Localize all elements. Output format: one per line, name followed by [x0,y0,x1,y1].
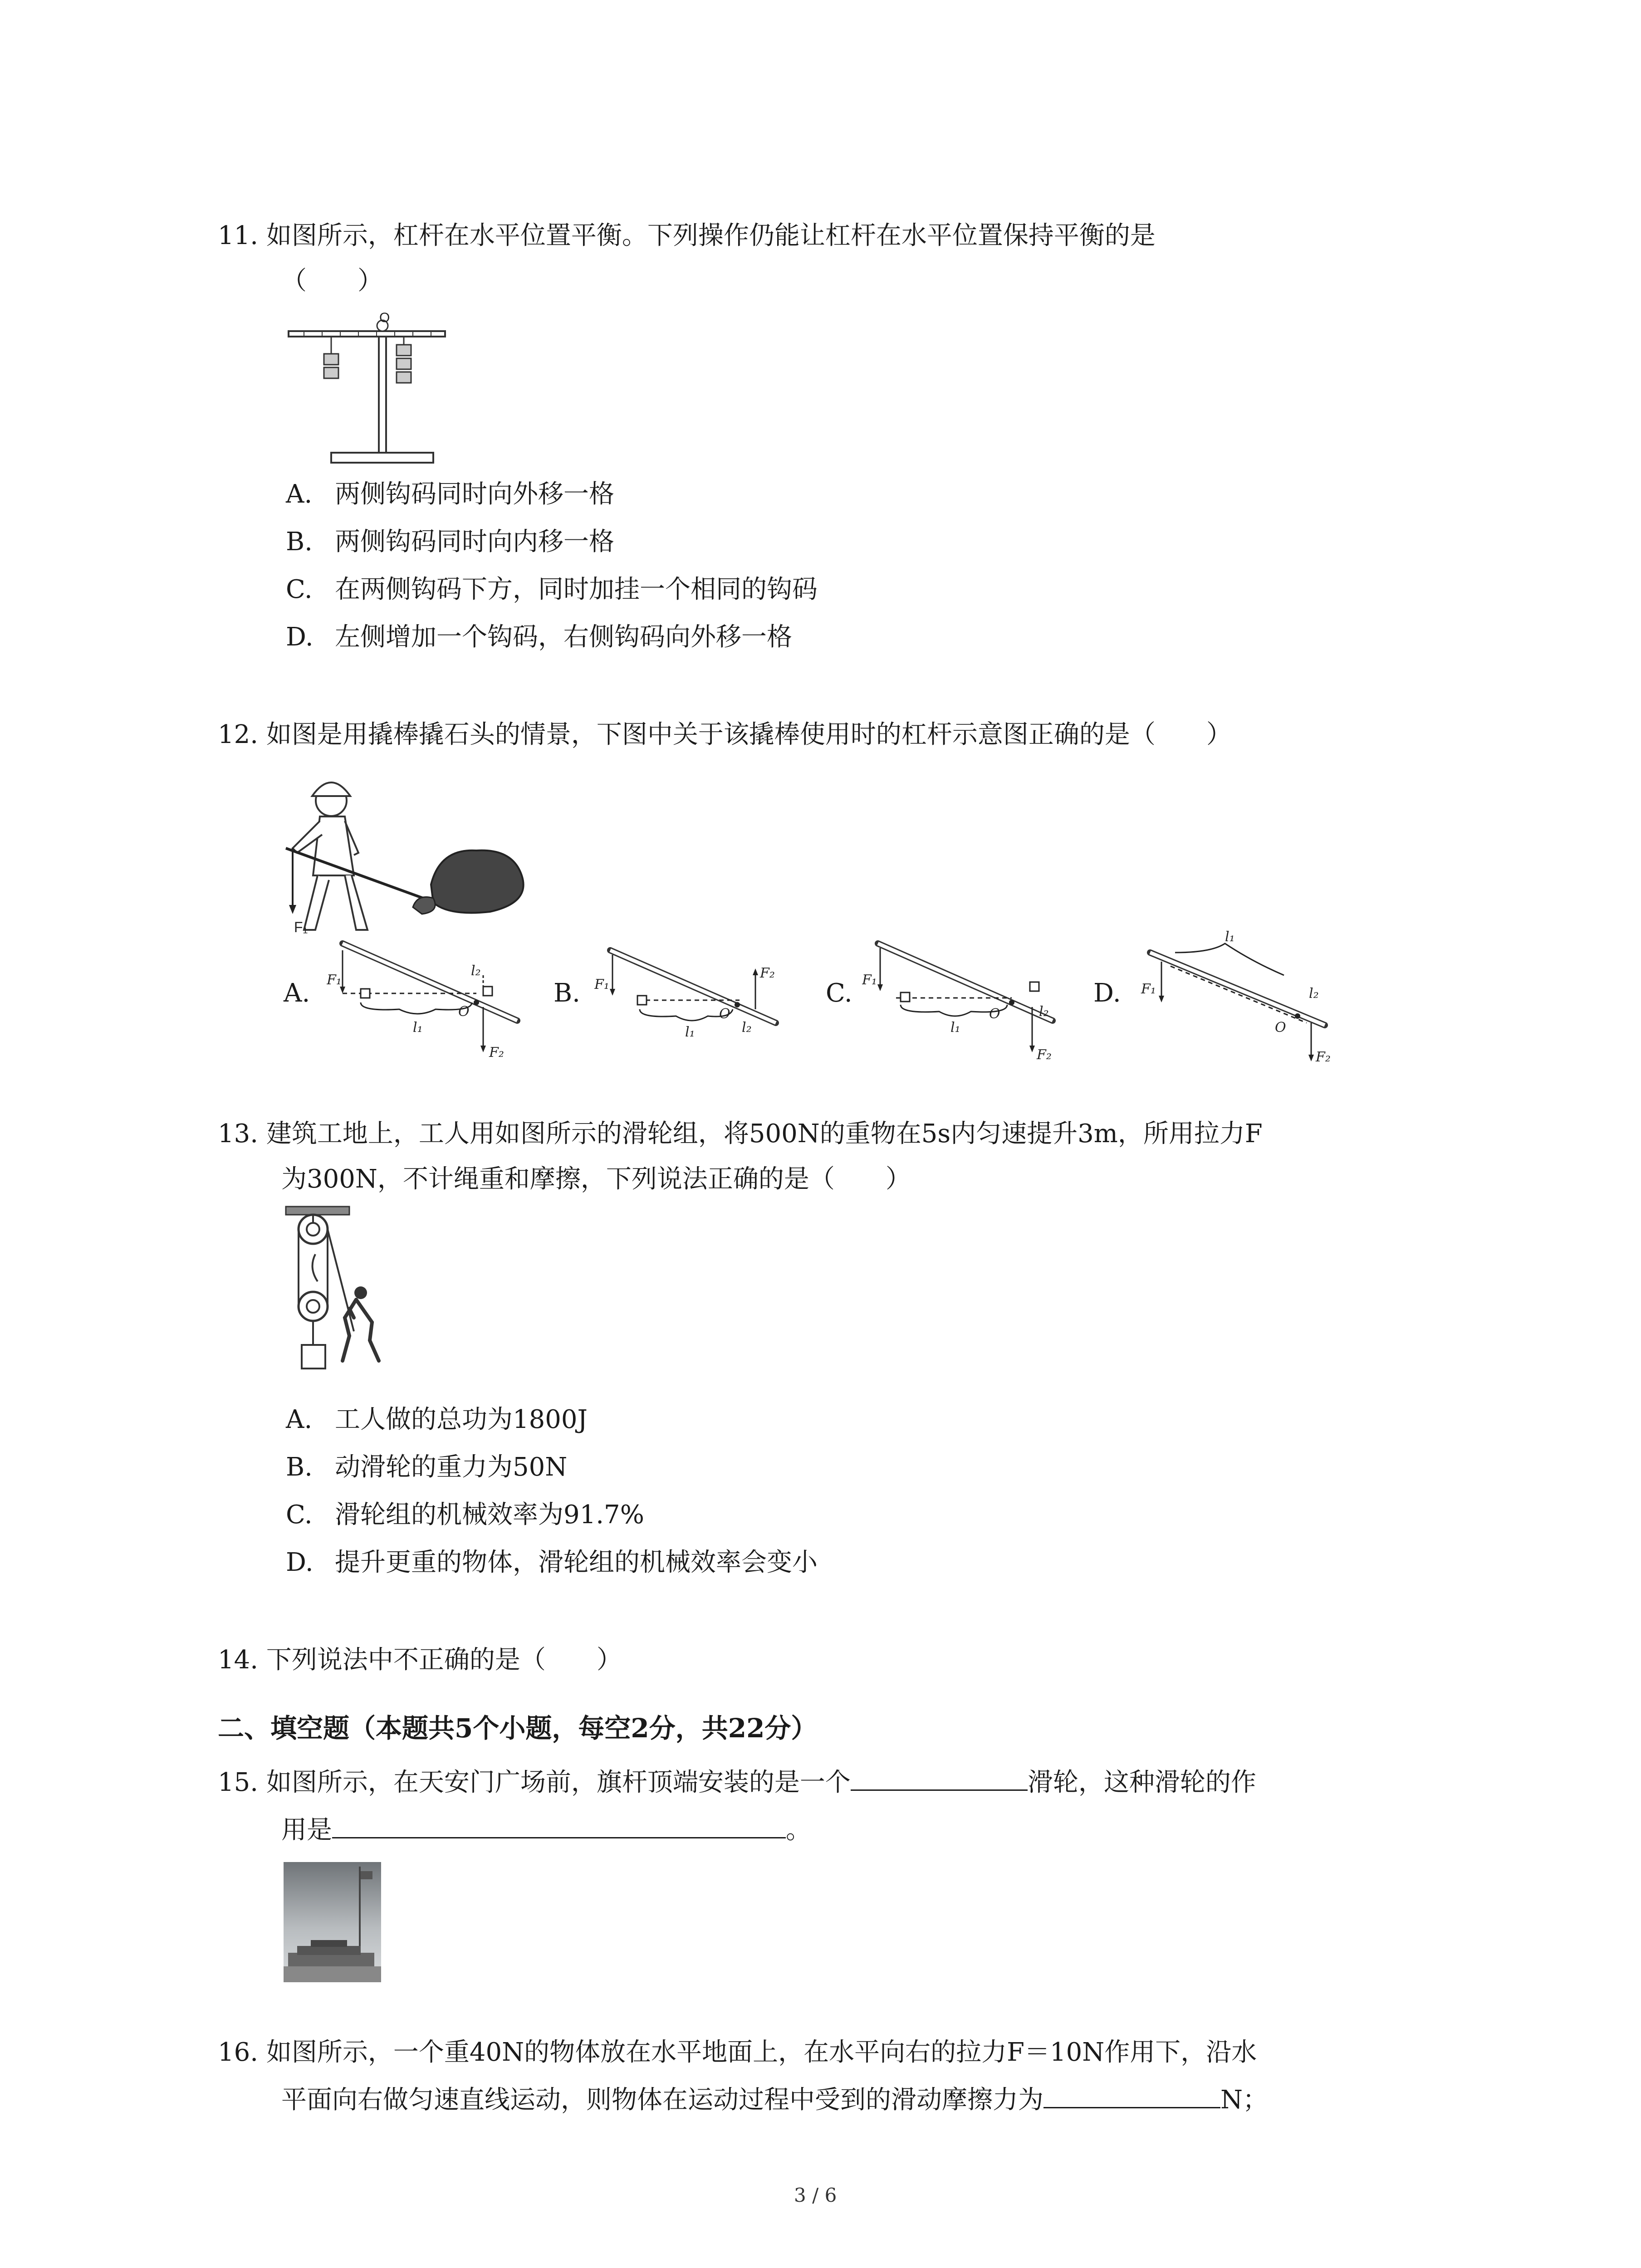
q12-d-f2: F₂ [1316,1049,1331,1065]
q12-choice-c-diagram [862,934,1062,1066]
q11-lever-bar [289,331,445,337]
q12-choice-a-letter: A. [284,978,310,1008]
q13-option-d: D. 提升更重的物体，滑轮组的机械效率会变小 [286,1548,818,1577]
q12-scene-f1-label: F₁ [294,919,308,935]
q13-option-c: C. 滑轮组的机械效率为91.7% [286,1500,644,1530]
q12-choice-b-letter: B. [554,978,580,1008]
q13-pulley-figure [277,1204,395,1381]
q12-b-o: O [719,1006,730,1022]
section-2-heading: 二、填空题（本题共5个小题，每空2分，共22分） [218,1713,818,1744]
q12-choice-d-letter: D. [1093,978,1121,1008]
q16-blank-1[interactable] [1043,2080,1220,2108]
q11-option-a: A. 两侧钩码同时向外移一格 [286,479,614,509]
q15-line1: 15. 如图所示，在天安门广场前，旗杆顶端安装的是一个 滑轮，这种滑轮的作 [218,1760,1256,1805]
q12-c-l1: l₁ [950,1020,960,1036]
q12-c-o: O [989,1006,1000,1022]
q12-d-l2: l₂ [1309,986,1319,1002]
q11-pivot-label: O [379,310,390,325]
q12-c-f1: F₁ [862,972,877,988]
q15-line2: 用是 。 [281,1808,811,1853]
q12-b-f1: F₁ [594,977,609,992]
q12-choice-a-diagram [327,934,535,1066]
q15-tiananmen-flagpole-photo [284,1862,381,1982]
q12-b-l1: l₁ [685,1024,695,1040]
q12-b-f2: F₂ [760,965,775,981]
q12-d-f1: F₁ [1141,981,1156,997]
q12-stem: 12. 如图是用撬棒撬石头的情景，下图中关于该撬棒使用时的杠杆示意图正确的是（ ） [218,720,1232,749]
q12-d-l1: l₁ [1225,929,1235,945]
q14-stem: 14. 下列说法中不正确的是（ ） [218,1645,622,1675]
q12-crowbar-scene-figure [277,758,540,939]
q15-blank-2[interactable] [332,1810,786,1838]
q13-stem-line1: 13. 建筑工地上，工人用如图所示的滑轮组，将500N的重物在5s内匀速提升3m，所用拉力F [218,1119,1263,1149]
q12-c-l2: l₂ [1039,1004,1049,1020]
q16-line1: 16. 如图所示，一个重40N的物体放在水平地面上，在水平向右的拉力F＝10N作用下，沿水 [218,2038,1257,2067]
q12-b-l2: l₂ [742,1020,752,1036]
q15-blank-1[interactable] [851,1762,1028,1791]
q12-choice-b-diagram [594,941,785,1068]
page-number: 3 / 6 [794,2184,837,2206]
q12-a-l1: l₁ [413,1020,423,1036]
q12-a-f1: F₁ [327,972,342,988]
q12-c-f2: F₂ [1037,1047,1052,1063]
q11-lever-figure [286,308,449,472]
q12-choice-c-letter: C. [826,978,852,1008]
q12-a-l2: l₂ [471,963,481,979]
q13-stem-line2: 为300N，不计绳重和摩擦，下列说法正确的是（ ） [281,1164,911,1194]
q12-a-o: O [458,1004,470,1020]
q11-option-c: C. 在两侧钩码下方，同时加挂一个相同的钩码 [286,575,818,604]
q13-option-b: B. 动滑轮的重力为50N [286,1452,568,1482]
q13-option-a: A. 工人做的总功为1800J [286,1405,588,1434]
q16-line2: 平面向右做匀速直线运动，则物体在运动过程中受到的滑动摩擦力为 N； [281,2077,1268,2123]
q11-option-d: D. 左侧增加一个钩码，右侧钩码向外移一格 [286,622,792,652]
q12-choice-d-diagram [1134,925,1343,1066]
q11-option-b: B. 两侧钩码同时向内移一格 [286,527,614,557]
q11-stem-line2: （ ） [281,266,383,296]
q11-stem-line1: 11. 如图所示，杠杆在水平位置平衡。下列操作仍能让杠杆在水平位置保持平衡的是 [218,221,1156,250]
q12-a-f2: F₂ [489,1045,504,1061]
q12-d-o: O [1275,1020,1286,1036]
